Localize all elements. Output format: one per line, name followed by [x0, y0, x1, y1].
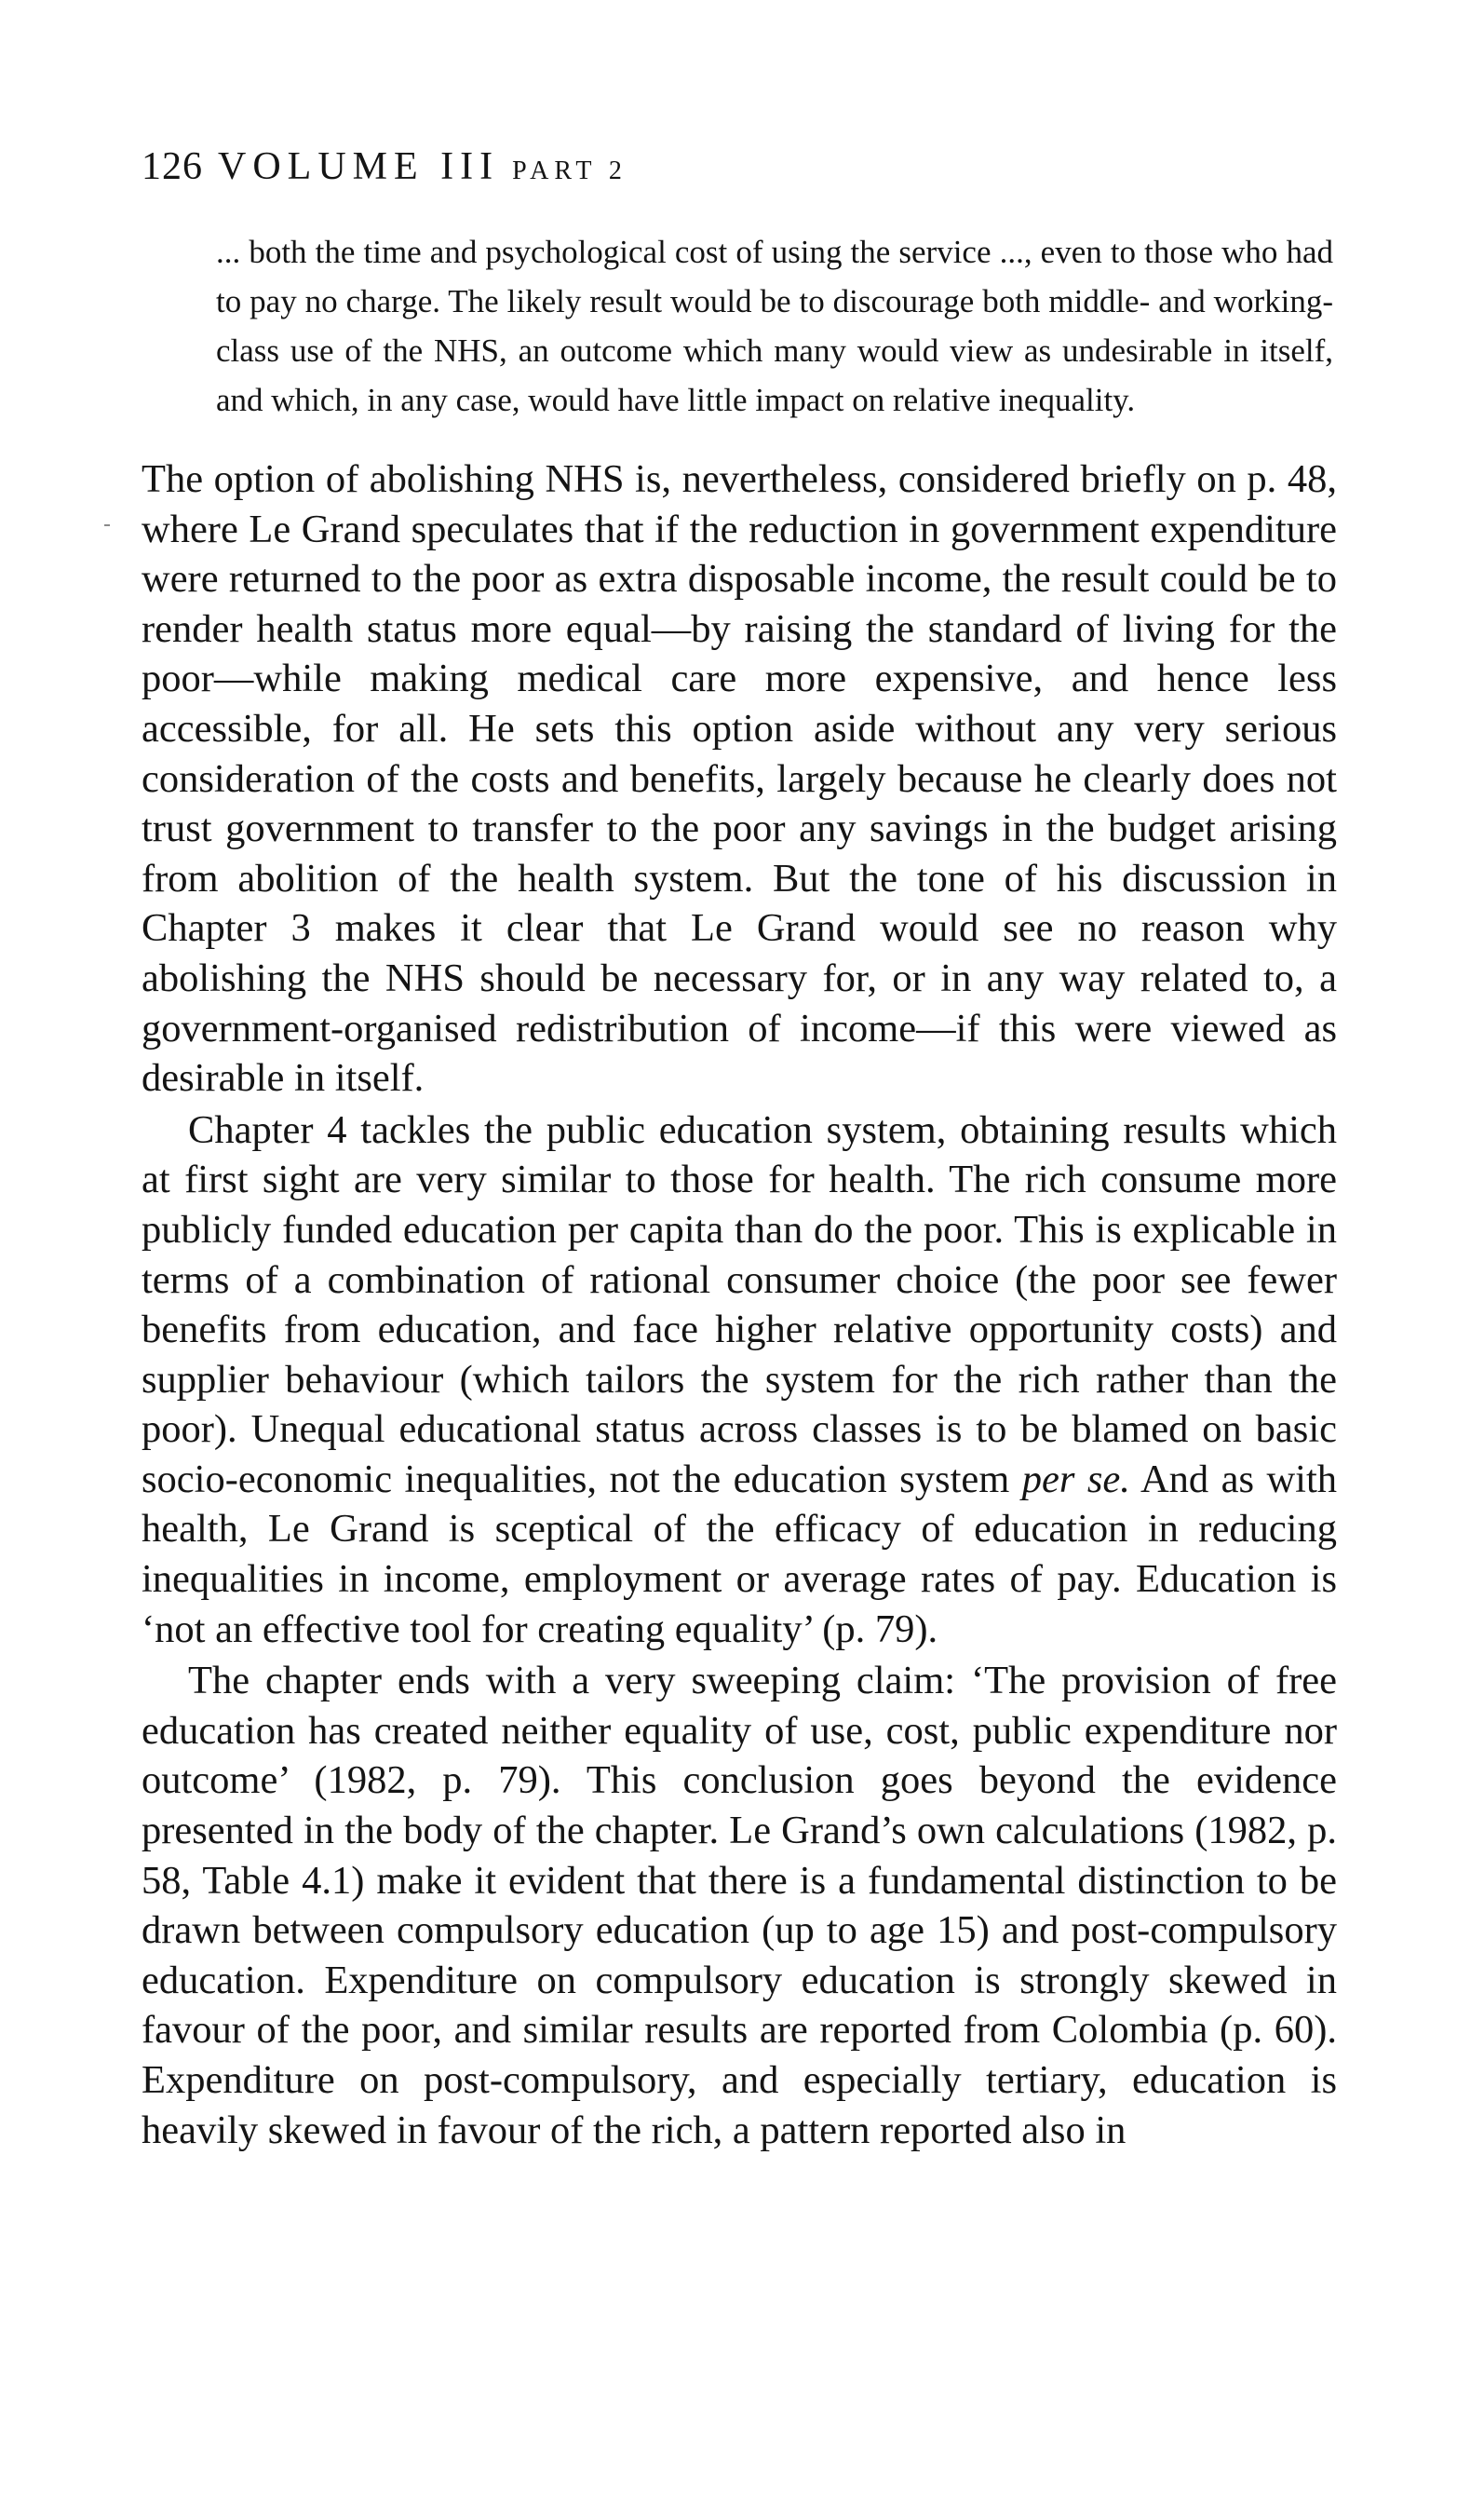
paragraph-chapter-4: [142, 1105, 1337, 1655]
part-label: PART 2: [512, 156, 627, 185]
volume-label: VOLUME III: [218, 145, 500, 188]
margin-mark: [104, 524, 110, 526]
paragraph-abolishing-nhs: The option of abolishing NHS is, nevertheless, considered briefly on p. 48, where Le Grand speculates that if the reduction in government expenditure were returned to the poor as extra disposable income, the result could be to render health status more equal—by raising the standard of living for the poor—while making medical care more expensive, and hence less accessible, for all. He sets this option aside without any very serious consideration of the costs and benefits, largely because he clearly does not trust government to transfer to the poor any savings in the budget arising from abolition of the health system. But the tone of his discussion in Chapter 3 makes it clear that Le Grand would see no reason why abolishing the NHS should be necessary for, or in any way related to, a government-organised redistribution of income—if this were viewed as desirable in itself.: [142, 457, 1337, 1101]
block-quote: ... both the time and psychological cost of using the service ..., even to those who had to pay no charge. The likely result would be to discourage both middle- and working-class use of the NHS, an outcome which many would view as undesirable in itself, and which, in any case, would have little impact on relative inequality.: [216, 234, 1333, 418]
paragraph-text: And as with health, Le Grand is sceptical of the efficacy of education in reducing inequalities in income, employment or average rates of pay. Education is ‘not an effective tool for creating equality’ (p. 79).: [142, 1457, 1338, 1651]
paragraph-sweeping-claim: The chapter ends with a very sweeping claim: ‘The provision of free education has created neither equality of use, cost, public expenditure nor outcome’ (1982, p. 79). This conclusion goes beyond the evidence presented in the body of the chapter. Le Grand’s own calculations (1982, p. 58, Table 4.1) make it evident that there is a fundamental distinction to be drawn between compulsory education (up to age 15) and post-compulsory education. Expenditure on compulsory education is strongly skewed in favour of the poor, and similar results are reported from Colombia (p. 60). Expenditure on post-compulsory, and especially tertiary, education is heavily skewed in favour of the rich, a pattern reported also in: [142, 1659, 1337, 2152]
body-text: [142, 454, 1337, 2157]
paragraph-text: Chapter 4 tackles the public education system, obtaining results which at first sight are very similar to those for health. The rich consume more publicly funded education per capita than do the poor. This is explicable in terms of a combination of rational consumer choice (the poor see fewer benefits from education, and face higher relative opportunity costs) and supplier behaviour (which tailors the system for the rich rather than the poor). Unequal educational status across classes is to be blamed on basic socio-economic inequalities, not the education system: [142, 1107, 1337, 1501]
page-number: 126: [142, 145, 203, 188]
running-head: [142, 147, 627, 186]
italic-phrase: per se.: [1021, 1457, 1130, 1501]
